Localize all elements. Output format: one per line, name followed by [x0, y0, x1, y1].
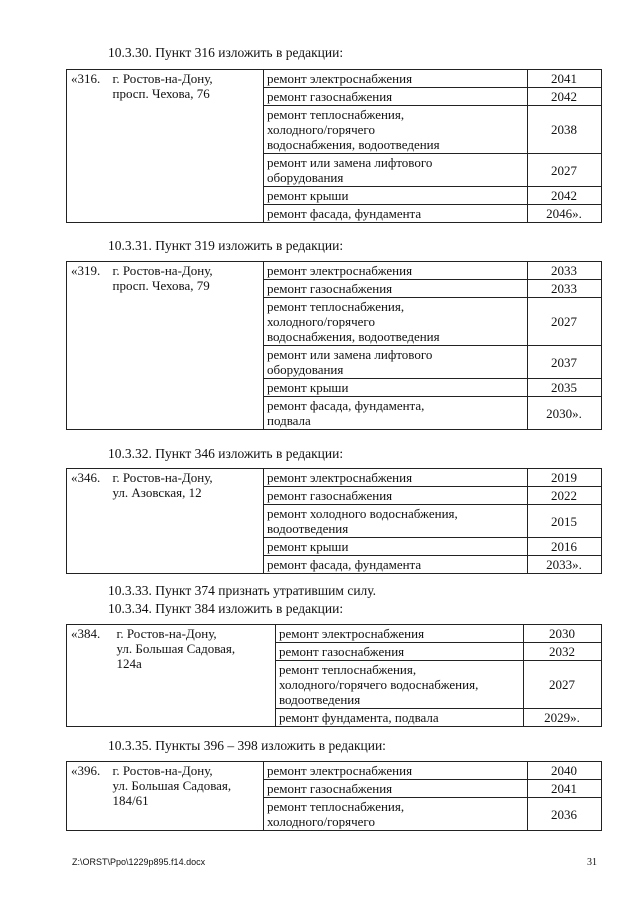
year-cell: 2036 — [528, 798, 602, 831]
item-number: «316. — [67, 70, 111, 223]
year-cell: 2032 — [524, 643, 602, 661]
address-line: просп. Чехова, 76 — [112, 86, 210, 101]
work-line: ремонт крыши — [267, 188, 349, 203]
work-line: ремонт теплоснабжения, — [267, 299, 405, 314]
address-line: г. Ростов-на-Дону, — [116, 626, 217, 641]
address-line: ул. Большая Садовая, — [116, 641, 236, 656]
work-type-cell — [264, 780, 528, 798]
work-type-cell — [264, 397, 528, 430]
item-number: «384. — [67, 625, 115, 727]
work-line: водоотведения — [279, 692, 361, 707]
section-heading: 10.3.30. Пункт 316 изложить в редакции: — [108, 45, 344, 60]
table-row — [67, 625, 602, 643]
year-cell: 2027 — [528, 154, 602, 187]
work-line: водоснабжения, водоотведения — [267, 137, 440, 152]
year-cell: 2046». — [528, 205, 602, 223]
work-type-cell — [264, 280, 528, 298]
work-type-cell — [264, 379, 528, 397]
year-cell: 2042 — [528, 88, 602, 106]
work-line: ремонт теплоснабжения, — [267, 799, 405, 814]
work-line: ремонт газоснабжения — [267, 488, 393, 503]
address-cell — [111, 70, 264, 223]
work-line: ремонт крыши — [267, 380, 349, 395]
work-line: ремонт газоснабжения — [267, 281, 393, 296]
table-body — [67, 262, 602, 430]
work-type-cell — [264, 538, 528, 556]
work-type-cell — [264, 346, 528, 379]
address-line: 184/61 — [112, 793, 149, 808]
work-type-cell — [264, 70, 528, 88]
work-line: ремонт или замена лифтового — [267, 347, 433, 362]
section-heading: 10.3.32. Пункт 346 изложить в редакции: — [108, 446, 344, 461]
year-cell: 2030 — [524, 625, 602, 643]
year-cell: 2033 — [528, 280, 602, 298]
year-cell: 2033». — [528, 556, 602, 574]
item-number: «346. — [67, 469, 111, 574]
year-cell: 2033 — [528, 262, 602, 280]
address-cell — [111, 469, 264, 574]
address-line: г. Ростов-на-Дону, — [112, 763, 213, 778]
work-line: ремонт газоснабжения — [267, 89, 393, 104]
year-cell: 2040 — [528, 762, 602, 780]
work-line: водоотведения — [267, 521, 349, 536]
work-line: ремонт фундамента, подвала — [279, 710, 439, 725]
section-heading: 10.3.35. Пункты 396 – 398 изложить в редакции: — [108, 738, 386, 753]
table-row — [67, 262, 602, 280]
building-table-384 — [66, 624, 602, 727]
building-table-319 — [66, 261, 602, 430]
address-line: ул. Азовская, 12 — [112, 485, 202, 500]
work-line: ремонт электроснабжения — [279, 626, 425, 641]
year-cell: 2027 — [524, 661, 602, 709]
work-line: ремонт фасада, фундамента — [267, 206, 422, 221]
table-body — [67, 469, 602, 574]
work-line: холодного/горячего — [267, 314, 375, 329]
work-line: водоснабжения, водоотведения — [267, 329, 440, 344]
address-cell — [111, 762, 264, 831]
year-cell: 2016 — [528, 538, 602, 556]
section-heading: 10.3.31. Пункт 319 изложить в редакции: — [108, 238, 344, 253]
table-body — [67, 762, 602, 831]
work-type-cell — [264, 469, 528, 487]
year-cell: 2037 — [528, 346, 602, 379]
work-line: подвала — [267, 413, 311, 428]
work-type-cell — [276, 625, 524, 643]
year-cell: 2038 — [528, 106, 602, 154]
work-type-cell — [264, 154, 528, 187]
work-type-cell — [264, 298, 528, 346]
work-line: ремонт электроснабжения — [267, 71, 413, 86]
work-line: оборудования — [267, 362, 344, 377]
work-line: ремонт крыши — [267, 539, 349, 554]
work-line: ремонт газоснабжения — [267, 781, 393, 796]
work-type-cell — [276, 643, 524, 661]
section-heading: 10.3.34. Пункт 384 изложить в редакции: — [108, 601, 344, 616]
work-type-cell — [276, 661, 524, 709]
year-cell: 2041 — [528, 70, 602, 88]
work-line: холодного/горячего водоснабжения, — [279, 677, 479, 692]
section-heading: 10.3.33. Пункт 374 признать утратившим силу. — [108, 583, 377, 598]
address-line: г. Ростов-на-Дону, — [112, 470, 213, 485]
item-number: «396. — [67, 762, 111, 831]
address-cell — [111, 262, 264, 430]
year-cell: 2041 — [528, 780, 602, 798]
year-cell: 2029». — [524, 709, 602, 727]
building-table-316 — [66, 69, 602, 223]
work-line: ремонт теплоснабжения, — [279, 662, 417, 677]
work-type-cell — [264, 762, 528, 780]
work-type-cell — [264, 187, 528, 205]
work-type-cell — [264, 556, 528, 574]
work-line: ремонт холодного водоснабжения, — [267, 506, 458, 521]
address-cell — [115, 625, 276, 727]
address-line: г. Ростов-на-Дону, — [112, 263, 213, 278]
address-line: просп. Чехова, 79 — [112, 278, 210, 293]
work-type-cell — [264, 205, 528, 223]
table-body — [67, 70, 602, 223]
address-line: г. Ростов-на-Дону, — [112, 71, 213, 86]
table-row — [67, 762, 602, 780]
year-cell: 2042 — [528, 187, 602, 205]
work-line: ремонт или замена лифтового — [267, 155, 433, 170]
year-cell: 2022 — [528, 487, 602, 505]
work-type-cell — [264, 106, 528, 154]
work-type-cell — [276, 709, 524, 727]
file-path: Z:\ORST\Ppo\1229p895.f14.docx — [72, 857, 206, 867]
work-line: ремонт электроснабжения — [267, 470, 413, 485]
building-table-346 — [66, 468, 602, 574]
year-cell: 2030». — [528, 397, 602, 430]
work-type-cell — [264, 262, 528, 280]
work-type-cell — [264, 505, 528, 538]
work-line: ремонт теплоснабжения, — [267, 107, 405, 122]
work-type-cell — [264, 487, 528, 505]
address-line: ул. Большая Садовая, — [112, 778, 232, 793]
year-cell: 2027 — [528, 298, 602, 346]
work-line: оборудования — [267, 170, 344, 185]
work-line: ремонт фасада, фундамента — [267, 557, 422, 572]
year-cell: 2035 — [528, 379, 602, 397]
work-line: ремонт газоснабжения — [279, 644, 405, 659]
year-cell: 2015 — [528, 505, 602, 538]
item-number: «319. — [67, 262, 111, 430]
work-type-cell — [264, 88, 528, 106]
work-line: холодного/горячего — [267, 122, 375, 137]
work-line: ремонт электроснабжения — [267, 763, 413, 778]
page-number: 31 — [587, 857, 597, 868]
building-table-396 — [66, 761, 602, 831]
work-line: ремонт фасада, фундамента, — [267, 398, 425, 413]
year-cell: 2019 — [528, 469, 602, 487]
table-row — [67, 70, 602, 88]
address-line: 124а — [116, 656, 142, 671]
work-type-cell — [264, 798, 528, 831]
table-body — [67, 625, 602, 727]
table-row — [67, 469, 602, 487]
work-line: ремонт электроснабжения — [267, 263, 413, 278]
work-line: холодного/горячего — [267, 814, 375, 829]
